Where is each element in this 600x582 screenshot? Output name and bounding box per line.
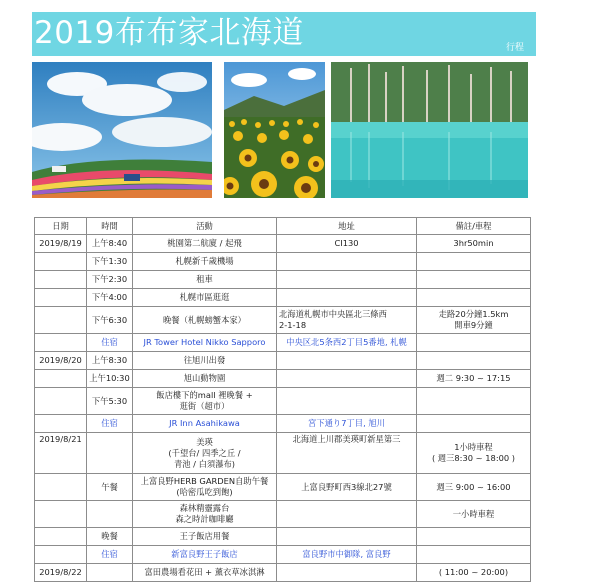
- address-cell: [277, 370, 417, 388]
- table-row: [35, 528, 531, 546]
- activity-cell: 札幌新千歲機場: [133, 253, 277, 271]
- notes-cell: [417, 388, 531, 415]
- date-cell: [35, 474, 87, 501]
- address-cell: [277, 564, 417, 582]
- notes-cell: 週二 9:30 ~ 17:15: [417, 370, 531, 388]
- notes-cell: [417, 528, 531, 546]
- date-cell: 2019/8/19: [35, 235, 87, 253]
- notes-cell: 1小時車程 ( 週三8:30 ~ 18:00 ): [417, 433, 531, 474]
- activity-cell: 森林精靈露台 森之時計咖啡廳: [133, 501, 277, 528]
- hotel-name-cell: JR Tower Hotel Nikko Sapporo: [133, 334, 277, 352]
- activity-cell: 旭山動物園: [133, 370, 277, 388]
- time-cell: 下午2:30: [87, 271, 133, 289]
- address-cell: [277, 388, 417, 415]
- table-row: [35, 433, 531, 474]
- notes-cell: 週三 9:00 ~ 16:00: [417, 474, 531, 501]
- flower-field-hill-photo: [32, 62, 212, 198]
- activity-cell: 往旭川出發: [133, 352, 277, 370]
- address-cell: 上富良野町西3線北27號: [277, 474, 417, 501]
- address-cell: [277, 501, 417, 528]
- time-cell: 晚餐: [87, 528, 133, 546]
- address-cell: [277, 253, 417, 271]
- time-cell: 午餐: [87, 474, 133, 501]
- date-cell: 2019/8/20: [35, 352, 87, 370]
- notes-cell: [417, 546, 531, 564]
- hotel-address-cell: 宮下通り7丁目, 旭川: [277, 415, 417, 433]
- table-row: [35, 546, 531, 564]
- date-cell: [35, 289, 87, 307]
- table-row: [35, 253, 531, 271]
- time-cell: [87, 433, 133, 474]
- date-cell: [35, 271, 87, 289]
- page-subtitle: 行程: [505, 43, 524, 53]
- address-cell: [277, 271, 417, 289]
- time-cell: 上午8:30: [87, 352, 133, 370]
- address-cell: [277, 352, 417, 370]
- time-cell: [87, 501, 133, 528]
- time-cell: 上午10:30: [87, 370, 133, 388]
- table-row: [35, 370, 531, 388]
- time-cell: 下午5:30: [87, 388, 133, 415]
- time-cell: 下午4:00: [87, 289, 133, 307]
- table-row: [35, 334, 531, 352]
- time-cell: 下午1:30: [87, 253, 133, 271]
- address-cell: [277, 289, 417, 307]
- date-cell: [35, 501, 87, 528]
- date-cell: [35, 388, 87, 415]
- notes-cell: 走路20分鐘1.5km 開車9分鐘: [417, 307, 531, 334]
- activity-cell: 租車: [133, 271, 277, 289]
- date-cell: [35, 546, 87, 564]
- notes-cell: [417, 334, 531, 352]
- activity-cell: 桃園第二航廈 / 起飛: [133, 235, 277, 253]
- table-row: [35, 352, 531, 370]
- notes-cell: 一小時車程: [417, 501, 531, 528]
- date-cell: [35, 370, 87, 388]
- activity-cell: 美瑛 (千望台/ 四季之丘 / 青池 / 白須瀑布): [133, 433, 277, 474]
- time-cell: 上午8:40: [87, 235, 133, 253]
- itinerary-table: [34, 217, 531, 582]
- address-cell: [277, 528, 417, 546]
- table-row: [35, 415, 531, 433]
- date-cell: 2019/8/22: [35, 564, 87, 582]
- notes-cell: [417, 253, 531, 271]
- table-row: [35, 564, 531, 582]
- date-cell: [35, 307, 87, 334]
- hotel-name-cell: JR Inn Asahikawa: [133, 415, 277, 433]
- table-row: [35, 501, 531, 528]
- address-cell: CI130: [277, 235, 417, 253]
- notes-cell: [417, 271, 531, 289]
- notes-cell: 3hr50min: [417, 235, 531, 253]
- hotel-address-cell: 富良野市中御隊, 富良野: [277, 546, 417, 564]
- table-row: [35, 474, 531, 501]
- activity-cell: 富田農場看花田 + 薰衣草冰淇淋: [133, 564, 277, 582]
- activity-cell: 王子飯店用餐: [133, 528, 277, 546]
- lodging-label-cell: 住宿: [87, 546, 133, 564]
- activity-cell: 飯店樓下的mall 裡晚餐 + 逛街（超市）: [133, 388, 277, 415]
- blue-pond-forest-photo: [331, 62, 528, 198]
- title-banner: [32, 12, 536, 56]
- date-cell: [35, 334, 87, 352]
- date-cell: 2019/8/21: [35, 433, 87, 474]
- address-cell: 北海道札幌市中央區北三條西 2-1-18: [277, 307, 417, 334]
- header-date: 日期: [35, 218, 87, 235]
- table-row: [35, 271, 531, 289]
- notes-cell: [417, 415, 531, 433]
- header-address: 地址: [277, 218, 417, 235]
- date-cell: [35, 253, 87, 271]
- activity-cell: 晚餐（札幌螃蟹本家）: [133, 307, 277, 334]
- notes-cell: ( 11:00 ~ 20:00): [417, 564, 531, 582]
- notes-cell: [417, 289, 531, 307]
- activity-cell: 札幌市區逛逛: [133, 289, 277, 307]
- table-row: [35, 388, 531, 415]
- notes-cell: [417, 352, 531, 370]
- time-cell: [87, 564, 133, 582]
- table-header-row: [35, 218, 531, 235]
- table-row: [35, 235, 531, 253]
- page-title: 2019布布家北海道: [34, 15, 304, 51]
- lodging-label-cell: 住宿: [87, 334, 133, 352]
- table-row: [35, 307, 531, 334]
- date-cell: [35, 528, 87, 546]
- sunflower-field-photo: [224, 62, 325, 198]
- table-row: [35, 289, 531, 307]
- address-cell: 北海道上川郡美瑛町新星第三: [277, 433, 417, 474]
- time-cell: 下午6:30: [87, 307, 133, 334]
- hotel-address-cell: 中央区北5条西2丁目5番地, 札幌: [277, 334, 417, 352]
- header-activity: 活動: [133, 218, 277, 235]
- lodging-label-cell: 住宿: [87, 415, 133, 433]
- activity-cell: 上富良野HERB GARDEN自助午餐 (哈密瓜吃到飽): [133, 474, 277, 501]
- hotel-name-cell: 新富良野王子飯店: [133, 546, 277, 564]
- header-time: 時間: [87, 218, 133, 235]
- header-notes: 備註/車程: [417, 218, 531, 235]
- date-cell: [35, 415, 87, 433]
